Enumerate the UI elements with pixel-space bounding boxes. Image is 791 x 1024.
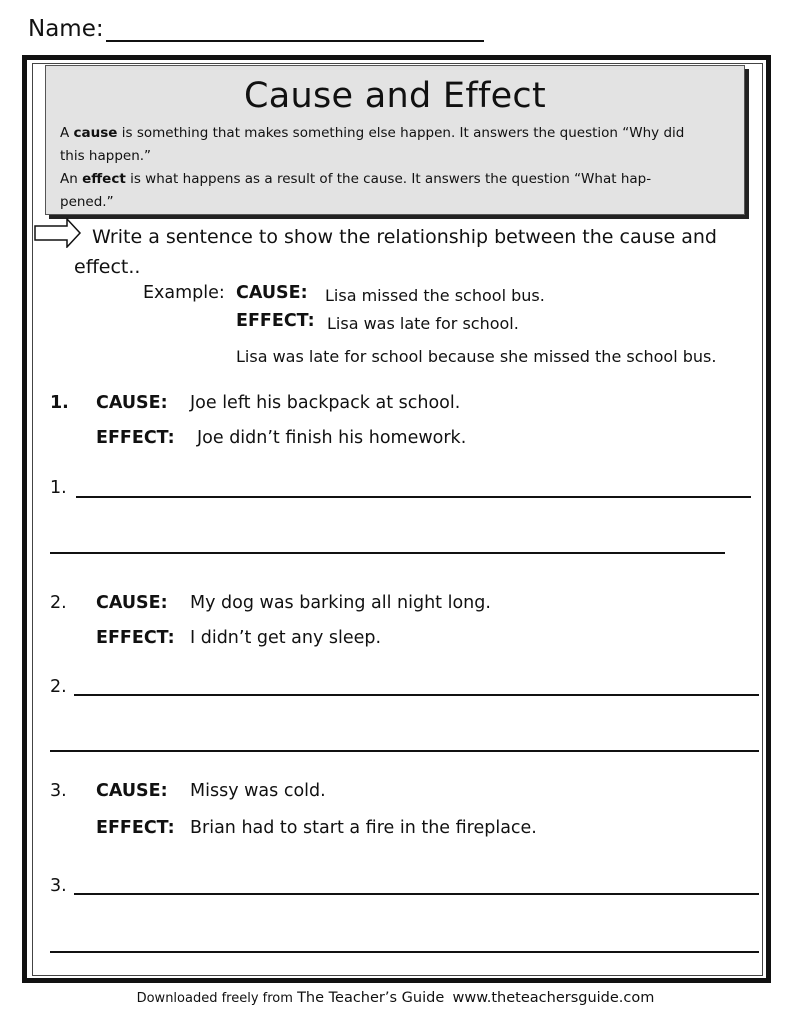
name-row bbox=[28, 16, 484, 42]
answer-2-line-1[interactable] bbox=[74, 694, 759, 696]
item-1-number: 1. bbox=[50, 393, 69, 413]
definition-box bbox=[45, 65, 745, 215]
item-2-effect-label: EFFECT: bbox=[96, 628, 175, 648]
cause-term: cause bbox=[73, 125, 118, 141]
name-input-line[interactable] bbox=[106, 16, 484, 42]
item-3-effect-label: EFFECT: bbox=[96, 818, 175, 838]
example-cause-text: Lisa missed the school bus. bbox=[325, 286, 545, 305]
item-1-effect: Joe didn’t finish his homework. bbox=[197, 428, 467, 448]
page-title: Cause and Effect bbox=[244, 76, 546, 116]
answer-1-number: 1. bbox=[50, 478, 67, 498]
answer-1-line-2[interactable] bbox=[50, 552, 725, 554]
item-3-number: 3. bbox=[50, 781, 67, 801]
answer-3-line-2[interactable] bbox=[50, 951, 759, 953]
item-3-cause: Missy was cold. bbox=[190, 781, 326, 801]
item-2-effect: I didn’t get any sleep. bbox=[190, 628, 382, 648]
cause-definition: A cause is something that makes something else happen. It answers the question “Why did this happen.” bbox=[60, 125, 685, 164]
example-label: Example: bbox=[143, 283, 225, 303]
footer bbox=[0, 990, 791, 1006]
effect-term: effect bbox=[82, 171, 126, 187]
example-effect-text: Lisa was late for school. bbox=[327, 314, 519, 333]
answer-2-line-2[interactable] bbox=[50, 750, 759, 752]
answer-3-line-1[interactable] bbox=[74, 893, 759, 895]
item-2-cause: My dog was barking all night long. bbox=[190, 593, 491, 613]
example-cause-label: CAUSE: bbox=[236, 283, 308, 303]
answer-2-number: 2. bbox=[50, 677, 67, 697]
item-2-number: 2. bbox=[50, 593, 67, 613]
item-2-cause-label: CAUSE: bbox=[96, 593, 168, 613]
example-answer: Lisa was late for school because she missed the school bus. bbox=[236, 347, 717, 366]
item-1-effect-label: EFFECT: bbox=[96, 428, 175, 448]
item-3-effect: Brian had to start a fire in the fireplace. bbox=[190, 818, 537, 838]
item-1-cause: Joe left his backpack at school. bbox=[190, 393, 461, 413]
instruction-text: Write a sentence to show the relationship between the cause and effect.. bbox=[74, 226, 717, 278]
name-label: Name: bbox=[28, 16, 104, 42]
answer-1-line-1[interactable] bbox=[76, 496, 751, 498]
item-1-cause-label: CAUSE: bbox=[96, 393, 168, 413]
answer-3-number: 3. bbox=[50, 876, 67, 896]
footer-url[interactable]: www.theteachersguide.com bbox=[452, 990, 655, 1006]
footer-prefix: Downloaded freely from bbox=[136, 991, 298, 1006]
footer-brand: The Teacher’s Guide bbox=[297, 990, 445, 1006]
effect-definition: An effect is what happens as a result of the cause. It answers the question “What hap- pened.” bbox=[60, 171, 652, 210]
example-effect-label: EFFECT: bbox=[236, 311, 315, 331]
item-3-cause-label: CAUSE: bbox=[96, 781, 168, 801]
